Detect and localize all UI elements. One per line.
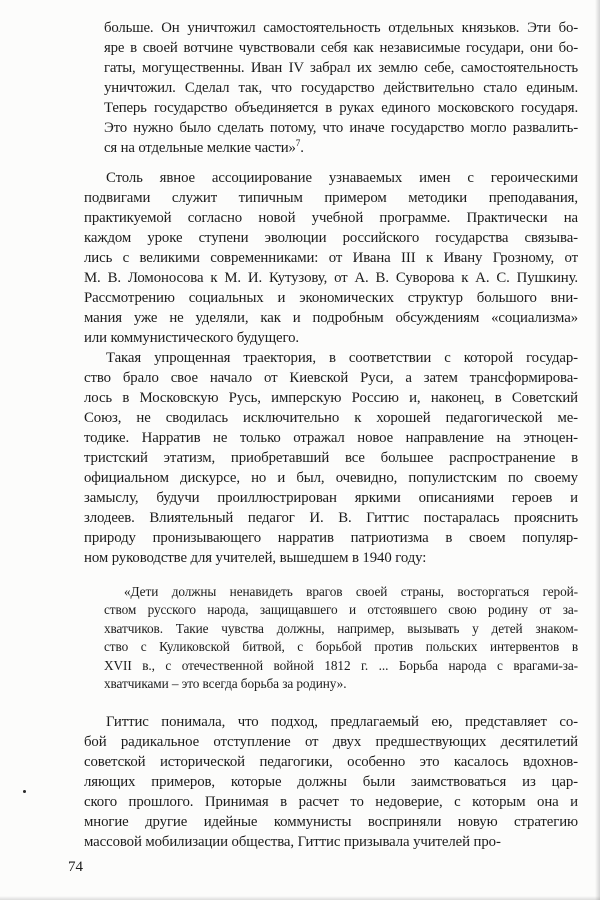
- body-paragraph: [84, 168, 578, 348]
- text-line: хватчиков. Такие чувства должны, например, вызывать у детей знаком-: [104, 620, 578, 636]
- text-line: ство с Куликовской битвой, с борьбой против польских интервентов в: [104, 639, 578, 655]
- text-line: ством русского народа, защищавшего и отстоявшего свою родину от за-: [104, 602, 578, 618]
- text-line: XVII в., с отечественной войной 1812 г. ... Борьба народа с врагами-за-: [104, 657, 578, 673]
- text-line: замыслу, будучи проиллюстрирован яркими описаниями героев и: [84, 490, 578, 506]
- text-line: Это нужно было сделать потому, что иначе государство могло развалить-: [104, 120, 578, 136]
- body-paragraph: [84, 348, 578, 568]
- text-line: Рассмотрению социальных и экономических структур большого вни-: [84, 290, 578, 306]
- text-line: практикуемой согласно новой учебной программе. Практически на: [84, 210, 578, 226]
- text-line: или коммунистического будущего.: [84, 330, 299, 346]
- ink-speck: [23, 790, 26, 793]
- text-line: гаты, могущественны. Иван IV забрал их землю себе, самостоятельность: [104, 60, 578, 76]
- text-line: лись с великими современниками: от Ивана III к Ивану Грозному, от: [84, 250, 578, 266]
- scan-edge-bottom: [0, 896, 600, 900]
- page-number: 74: [68, 859, 83, 875]
- text-line: М. В. Ломоносова к М. И. Кутузову, от А. В. Суворова к А. С. Пушкину.: [84, 270, 578, 286]
- text-line: мания уже не уделяли, как и подробным обсуждениям «социализма»: [84, 310, 578, 326]
- text-line: советской исторической педагогики, особенно это касалось вдохнов-: [84, 754, 578, 770]
- text-line: подвигами служит типичным примером методики преподавания,: [84, 190, 578, 206]
- text-line: Гиттис понимала, что подход, предлагаемый ею, представляет со-: [106, 714, 578, 730]
- quote-block-top: [104, 18, 578, 158]
- text-line: Теперь государство объединяется в руках единого московского государя.: [104, 100, 578, 116]
- text-line: яре в своей вотчине чувствовали себя как независимые государи, они бо-: [104, 40, 578, 56]
- text-line: официальном дискурсе, но и был, очевидно, популистским по своему: [84, 470, 578, 486]
- text-line: ляющих примеров, которые должны были заимствоваться из цар-: [84, 774, 578, 790]
- text-line: многие другие идейные коммунисты восприняли новую стратегию: [84, 814, 578, 830]
- text-line: ся на отдельные мелкие части»$^7$.: [104, 138, 304, 156]
- text-line: Столь явное ассоциирование узнаваемых имен с героическими: [106, 170, 578, 186]
- text-line: лось в Московскую Русь, имперскую Россию и, наконец, в Советский: [84, 390, 578, 406]
- text-line: больше. Он уничтожил самостоятельность отдельных князьков. Эти бо-: [104, 20, 578, 36]
- text-line: злодеев. Влиятельный педагог И. В. Гиттис постаралась прояснить: [84, 510, 578, 526]
- scan-edge-right: [595, 0, 600, 900]
- text-line: хватчиками – это всегда борьба за родину».: [104, 676, 347, 692]
- inline-quote-block: [104, 583, 578, 693]
- text-line: природу пронизывающего нарратив патриотизма в своем популяр-: [84, 530, 578, 546]
- text-line: Такая упрощенная траектория, в соответствии с которой государ-: [106, 350, 578, 366]
- text-line: тодике. Нарратив не только отражал новое направление на этноцен-: [84, 430, 578, 446]
- text-line: ство брало свое начало от Киевской Руси, а затем трансформирова-: [84, 370, 578, 386]
- text-line: ном руководстве для учителей, вышедшем в 1940 году:: [84, 550, 427, 566]
- text-line: «Дети должны ненавидеть врагов своей страны, восторгаться герой-: [124, 584, 578, 599]
- text-line: массовой мобилизации общества, Гиттис призывала учителей про-: [84, 834, 501, 850]
- text-line: бой радикальное отступление от двух предшествующих десятилетий: [84, 734, 578, 750]
- body-paragraph: [84, 712, 578, 852]
- text-line: тристский этатизм, приобретавший все большее распространение в: [84, 450, 578, 466]
- text-line: каждом уроке ступени эволюции российского государства связыва-: [84, 230, 578, 246]
- text-line: Союз, не сводилась исключительно к хорошей педагогической ме-: [84, 410, 578, 426]
- text-line: уничтожил. Сделал так, что государство действительно стало единым.: [104, 80, 578, 96]
- footnote-marker: 7: [295, 138, 301, 149]
- text-line: ского прошлого. Принимая в расчет то недоверие, с которым она и: [84, 794, 578, 810]
